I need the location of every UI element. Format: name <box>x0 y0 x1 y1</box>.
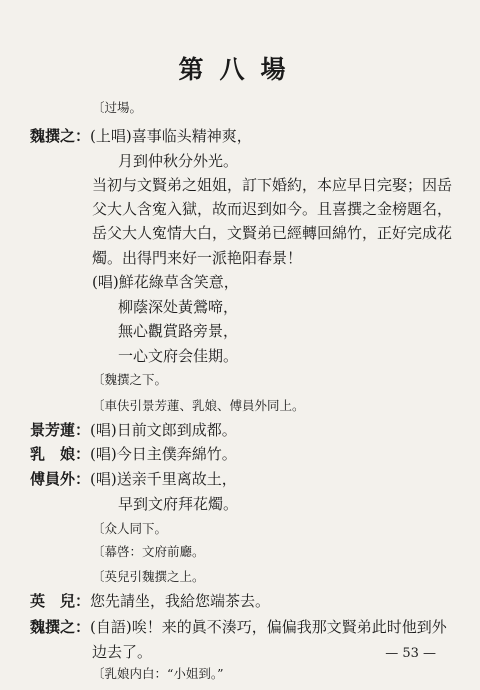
line-text: 柳蔭深处黃鶯啼， <box>118 298 239 316</box>
script-line <box>118 494 238 514</box>
line-text: (自語)唉！来的眞不湊巧，偏偏我那文賢弟此时他到外 <box>90 618 447 636</box>
script-line <box>92 175 452 195</box>
script-line <box>92 272 239 292</box>
stage-direction <box>92 664 224 684</box>
script-line <box>30 126 252 146</box>
script-line <box>30 469 237 489</box>
line-text: (唱)送亲千里离故土， <box>90 470 237 488</box>
line-text: 〔幕啓：文府前廳。 <box>92 544 205 559</box>
line-text: 一心文府会佳期。 <box>118 347 239 365</box>
speaker-name: 傅員外： <box>30 470 91 488</box>
line-text: 〔众人同下。 <box>92 521 168 536</box>
line-text: 当初与文賢弟之姐姐，訂下婚約，本应早日完娶；因岳 <box>92 176 453 194</box>
script-line <box>118 346 238 366</box>
line-text: 〔过場。 <box>92 100 143 115</box>
line-text: 边去了。 <box>92 643 153 661</box>
line-text: (上唱)喜事临头精神爽， <box>90 127 252 145</box>
script-line <box>30 420 237 440</box>
scene-title: 第八場 <box>178 55 302 84</box>
script-line <box>118 321 238 341</box>
speaker-name: 英 兒： <box>30 592 91 610</box>
speaker-name: 魏撰之： <box>30 618 91 636</box>
line-text: (唱)今日主僕奔綿竹。 <box>90 445 237 463</box>
script-line <box>30 617 447 637</box>
script-line <box>118 297 238 317</box>
line-text: 早到文府拜花燭。 <box>118 495 239 513</box>
script-line <box>118 151 238 171</box>
speaker-name: 景芳蓮： <box>30 421 91 439</box>
script-line <box>92 223 452 243</box>
line-text: 燭。出得門来好一派艳阳春景！ <box>92 249 303 267</box>
line-text: 〔英兒引魏撰之上。 <box>92 569 205 584</box>
line-text: (唱)鮮花綠草含笑意， <box>92 273 239 291</box>
line-text: 父大人含寃入獄，故而迟到如今。且喜撰之金榜題名， <box>92 200 453 218</box>
stage-direction <box>92 396 305 416</box>
stage-direction <box>92 542 205 562</box>
line-text: 岳父大人寃情大白，文賢弟已經轉回綿竹，正好完成花 <box>92 224 453 242</box>
line-text: (唱)日前文郎到成都。 <box>90 421 237 439</box>
stage-direction <box>92 519 167 539</box>
line-text: 〔魏撰之下。 <box>92 372 168 387</box>
line-text: 〔乳娘内白：“小姐到。” <box>92 666 224 681</box>
speaker-name: 乳 娘： <box>30 445 91 463</box>
line-text: 月到仲秋分外光。 <box>118 152 239 170</box>
line-text: 您先請坐，我給您端茶去。 <box>90 592 271 610</box>
script-line <box>30 444 237 464</box>
script-line <box>30 591 270 611</box>
page-number: — 53 — <box>385 646 436 661</box>
line-text: 〔車伕引景芳蓮、乳娘、傅員外同上。 <box>92 398 305 413</box>
script-line <box>92 248 302 268</box>
stage-direction <box>92 370 167 390</box>
script-line <box>92 642 152 662</box>
speaker-name: 魏撰之： <box>30 127 91 145</box>
stage-direction <box>92 567 205 587</box>
line-text: 無心觀賞路旁景， <box>118 322 239 340</box>
script-line <box>92 199 452 219</box>
stage-direction <box>92 98 142 118</box>
